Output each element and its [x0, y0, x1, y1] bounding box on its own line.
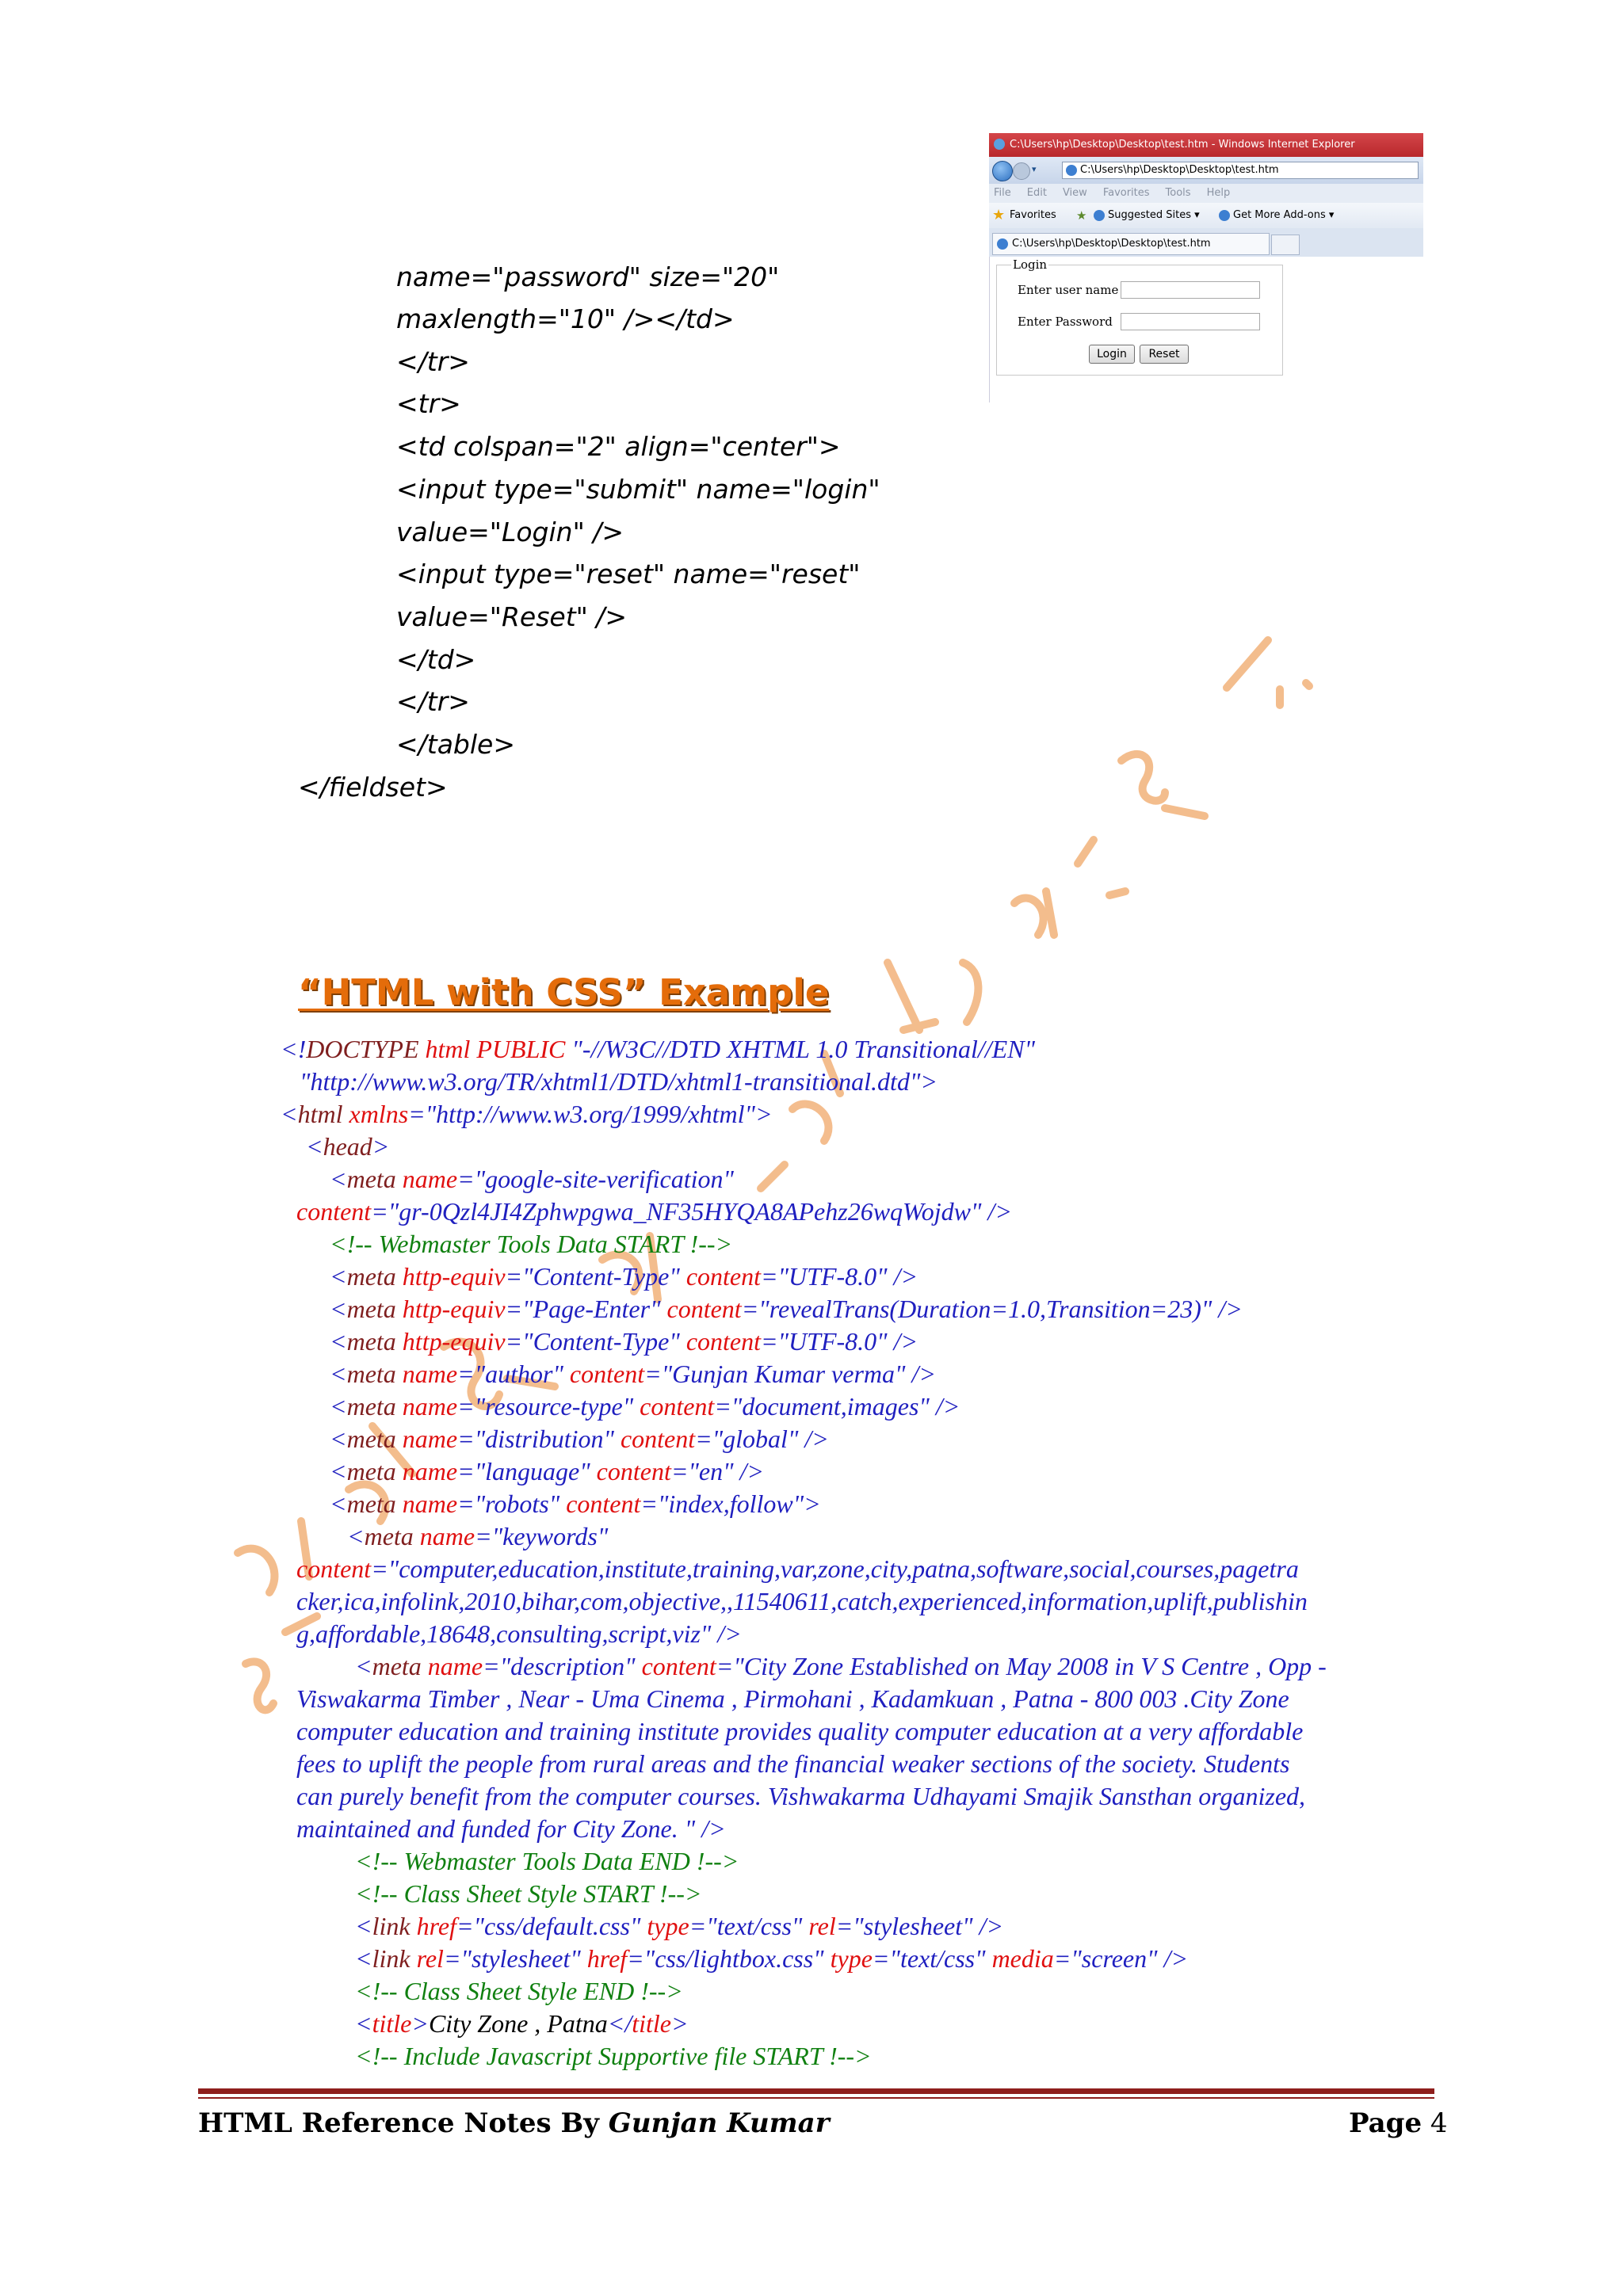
code-line: <link href="css/default.css" type="text/css" rel="stylesheet" /> — [355, 1912, 1004, 1940]
code-line: computer education and training institute provides quality computer education at a very affordable — [296, 1717, 1304, 1745]
browser-screenshot — [989, 133, 1423, 402]
code-line: <title>City Zone , Patna</title> — [355, 2009, 689, 2038]
window-title: C:\Users\hp\Desktop\Desktop\test.htm - Windows Internet Explorer — [1010, 139, 1355, 151]
tab-title: C:\Users\hp\Desktop\Desktop\test.htm — [1012, 238, 1211, 250]
code-line: <meta name="description" content="City Zone Established on May 2008 in V S Centre , Opp - — [355, 1652, 1327, 1680]
reset-button[interactable]: Reset — [1140, 345, 1189, 364]
code-line: maintained and funded for City Zone. " /> — [296, 1814, 726, 1843]
favorites-star-icon: ★ — [992, 207, 1006, 223]
footer-title — [198, 2107, 830, 2139]
menu-favorites[interactable]: Favorites — [1102, 187, 1150, 199]
page-number-value: 4 — [1430, 2107, 1448, 2139]
code-line: <meta name="distribution" content="global" /> — [330, 1425, 829, 1453]
code-line: </fieldset> — [298, 772, 448, 803]
code-line: </tr> — [396, 686, 470, 717]
favorites-bar — [989, 203, 1423, 228]
section-heading: “HTML with CSS” Example — [298, 971, 830, 1013]
footer-prefix: HTML Reference Notes By — [198, 2107, 609, 2139]
favorites-button[interactable]: Favorites — [1010, 209, 1056, 221]
menu-file[interactable]: File — [994, 187, 1011, 199]
code-line: content="computer,education,institute,training,var,zone,city,patna,software,social,courses,pagetra — [296, 1554, 1299, 1583]
code-line: <!-- Class Sheet Style START !--> — [355, 1879, 702, 1908]
address-bar[interactable] — [1062, 162, 1419, 179]
page-label: Page — [1349, 2107, 1423, 2139]
menu-help[interactable]: Help — [1206, 187, 1231, 199]
password-label: Enter Password — [1018, 315, 1113, 329]
code-line: <!-- Webmaster Tools Data END !--> — [355, 1847, 739, 1875]
code-line: Viswakarma Timber , Near - Uma Cinema , Pirmohani , Kadamkuan , Patna - 800 003 .City Zone — [296, 1684, 1289, 1713]
code-line: <meta name="robots" content="index,follow"> — [330, 1489, 821, 1518]
new-tab-button[interactable] — [1271, 235, 1300, 255]
page-number — [1349, 2107, 1448, 2139]
code-line: <input type="submit" name="login" — [396, 474, 880, 505]
code-line: "http://www.w3.org/TR/xhtml1/DTD/xhtml1-transitional.dtd"> — [300, 1067, 938, 1096]
footer-rule-thin — [198, 2097, 1434, 2099]
code-line: content="gr-0Qzl4JI4Zphwpgwa_NF35HYQA8APehz26wqWojdw" /> — [296, 1197, 1012, 1226]
code-line: value="Reset" /> — [396, 601, 628, 632]
page-icon — [997, 238, 1008, 250]
get-addons-link[interactable]: Get More Add-ons ▾ — [1233, 209, 1335, 221]
code-line: <meta http-equiv="Page-Enter" content="revealTrans(Duration=1.0,Transition=23)" /> — [330, 1295, 1243, 1323]
code-line: fees to uplift the people from rural areas and the financial weaker sections of the society. Students — [296, 1749, 1290, 1778]
browser-title-bar — [989, 133, 1423, 157]
footer-rule — [198, 2088, 1434, 2094]
code-line: <tr> — [396, 388, 461, 419]
menu-view[interactable]: View — [1062, 187, 1087, 199]
login-fieldset — [996, 257, 1283, 376]
code-line: <meta name="google-site-verification" — [330, 1165, 734, 1193]
menu-bar — [989, 184, 1423, 203]
forward-button[interactable] — [1013, 162, 1030, 180]
code-line: </table> — [396, 729, 515, 760]
code-line: <!-- Class Sheet Style END !--> — [355, 1977, 683, 2005]
code-line: <!-- Webmaster Tools Data START !--> — [330, 1230, 733, 1258]
code-line: g,affordable,18648,consulting,script,viz" /> — [296, 1619, 742, 1648]
code-line: <!-- Include Javascript Supportive file START !--> — [355, 2042, 872, 2070]
browser-content — [989, 257, 1424, 402]
code-line: cker,ica,infolink,2010,bihar,com,objective,,11540611,catch,experienced,information,uplift,publishin — [296, 1587, 1308, 1615]
back-button[interactable] — [992, 161, 1013, 181]
username-label: Enter user name — [1018, 283, 1119, 297]
code-line: <meta name="keywords" — [347, 1522, 609, 1550]
login-button[interactable]: Login — [1089, 345, 1135, 364]
suggested-sites-link[interactable]: Suggested Sites ▾ — [1108, 209, 1200, 221]
code-line: <html xmlns="http://www.w3.org/1999/xhtml"> — [281, 1100, 773, 1128]
code-line: <meta name="resource-type" content="document,images" /> — [330, 1392, 960, 1421]
code-line: <meta name="language" content="en" /> — [330, 1457, 765, 1486]
username-input[interactable] — [1121, 281, 1260, 299]
code-line: maxlength="10" /></td> — [396, 303, 735, 334]
page-icon — [1094, 210, 1105, 221]
fieldset-legend: Login — [1013, 257, 1048, 272]
address-row — [989, 157, 1423, 184]
history-chevron-icon[interactable]: ▾ — [1032, 164, 1037, 174]
code-line: <head> — [306, 1132, 390, 1161]
code-line: <!DOCTYPE html PUBLIC "-//W3C//DTD XHTML 1.0 Transitional//EN" — [281, 1035, 1035, 1063]
code-line: value="Login" /> — [396, 517, 624, 547]
password-input[interactable] — [1121, 313, 1260, 330]
tab-row — [989, 228, 1423, 257]
page-icon — [1219, 210, 1230, 221]
tab-test-htm[interactable] — [992, 233, 1270, 255]
menu-edit[interactable]: Edit — [1026, 187, 1047, 199]
code-line: <link rel="stylesheet" href="css/lightbox.css" type="text/css" media="screen" /> — [355, 1944, 1189, 1973]
add-favorite-icon[interactable]: ★ — [1076, 208, 1087, 223]
menu-tools[interactable]: Tools — [1165, 187, 1191, 199]
ie-logo-icon — [994, 139, 1005, 150]
code-line: can purely benefit from the computer courses. Vishwakarma Udhayami Smajik Sansthan organized, — [296, 1782, 1306, 1810]
code-line: <meta name="author" content="Gunjan Kumar verma" /> — [330, 1360, 936, 1388]
code-line: <td colspan="2" align="center"> — [396, 431, 841, 462]
page-icon — [1066, 165, 1077, 176]
code-line: <meta http-equiv="Content-Type" content="UTF-8.0" /> — [330, 1262, 918, 1291]
code-line: </tr> — [396, 346, 470, 377]
code-line: </td> — [396, 644, 476, 675]
address-text: C:\Users\hp\Desktop\Desktop\test.htm — [1080, 164, 1279, 176]
code-line: name="password" size="20" — [396, 261, 780, 292]
footer-author: Gunjan Kumar — [608, 2107, 830, 2139]
code-line: <input type="reset" name="reset" — [396, 559, 861, 589]
code-line: <meta http-equiv="Content-Type" content="UTF-8.0" /> — [330, 1327, 918, 1356]
